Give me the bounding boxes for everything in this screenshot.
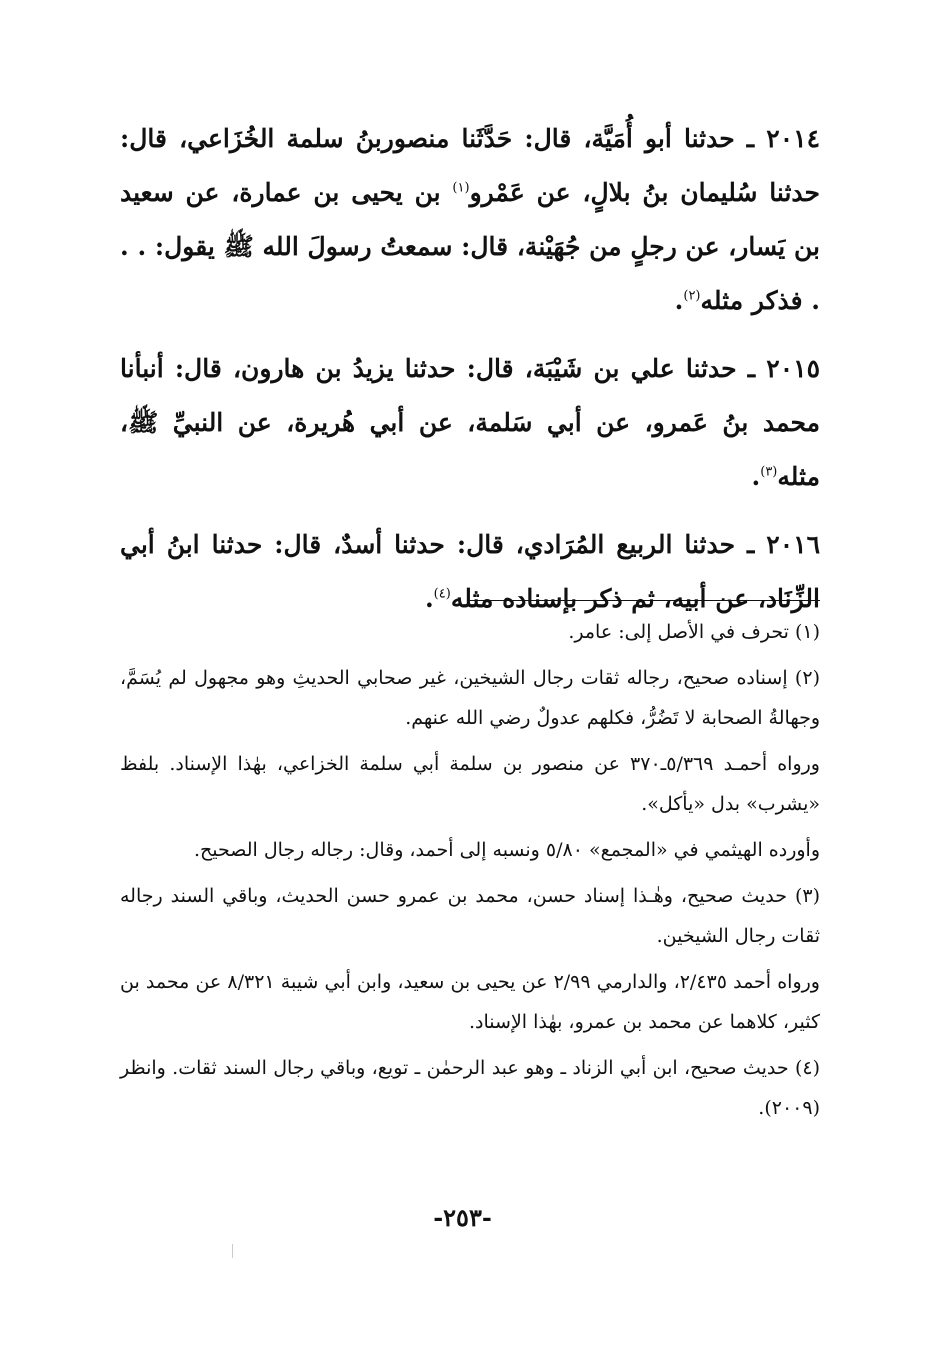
footnote-ref: (٢) bbox=[683, 288, 701, 304]
footnote-1: (١) تحرف في الأصل إلى: عامر. bbox=[568, 621, 820, 643]
footnote-2-continuation: ورواه أحمـد ٥/٣٦٩ـ٣٧٠ عن منصور بن سلمة أبي سلمة الخزاعي، بهٰذا الإسناد. بلفظ «يشرب» بدل «يأكل». bbox=[120, 753, 820, 815]
hadith-text: ـ حدثنا أبو أُمَيَّة، قال: حَدَّثَنا منصوربنُ سلمة الخُزَاعي، قال: حدثنا سُليمان بنُ بلالٍ، عن عَمْرو bbox=[120, 124, 820, 207]
hadith-text-end: . bbox=[751, 462, 761, 491]
hadith-2014 bbox=[120, 112, 820, 328]
hadith-number: ٢٠١٤ bbox=[766, 124, 820, 153]
hadith-text-end: . bbox=[674, 286, 684, 315]
footnote-3-continuation: ورواه أحمد ٢/٤٣٥، والدارمي ٢/٩٩ عن يحيى بن سعيد، وابن أبي شيبة ٨/٣٢١ عن محمد بن كثير، كلاهما عن محمد بن عمرو، بهٰذا الإسناد. bbox=[120, 971, 820, 1033]
footnote-separator bbox=[468, 600, 820, 601]
scan-speck bbox=[232, 1244, 233, 1258]
hadith-text: ـ حدثنا علي بن شَيْبَة، قال: حدثنا يزيدُ بن هارون، قال: أنبأنا محمد بنُ عَمرو، عن أبي سَلمة، عن أبي هُريرة، عن النبيِّ ﷺ، مثله bbox=[120, 354, 820, 491]
footnote-2: (٢) إسناده صحيح، رجاله ثقات رجال الشيخين، غير صحابي الحديثِ وهو مجهول لم يُسَمَّ، وجهالةُ الصحابة لا تَضُرُّ، فكلهم عدولٌ رضي الله عنهم. bbox=[120, 667, 820, 729]
hadith-number: ٢٠١٥ bbox=[766, 354, 820, 383]
footnote-ref: (٣) bbox=[760, 464, 778, 480]
footnote-ref: (١) bbox=[452, 180, 470, 196]
hadith-text: بن يحيى بن عمارة، عن سعيد بن يَسار، عن رجلٍ من جُهَيْنة، قال: سمعتُ رسولَ الله ﷺ يقول: . . . فذكر مثله bbox=[120, 178, 820, 315]
footnote-4: (٤) حديث صحيح، ابن أبي الزناد ـ وهو عبد الرحمٰن ـ تويع، وباقي رجال السند ثقات. وانظر (٢٠٠٩). bbox=[120, 1057, 820, 1119]
hadith-number: ٢٠١٦ bbox=[766, 530, 820, 559]
hadith-text: ـ حدثنا الربيع المُرَادي، قال: حدثنا أسدٌ، قال: حدثنا ابنُ أبي الزِّنَاد، عن أبيه، ثم ذكر بإسناده مثله bbox=[120, 530, 820, 613]
footnote-2-continuation: وأورده الهيثمي في «المجمع» ٥/٨٠ ونسبه إلى أحمد، وقال: رجاله رجال الصحيح. bbox=[193, 839, 820, 861]
page-number: -٢٥٣- bbox=[433, 1203, 492, 1232]
footnote-ref: (٤) bbox=[433, 586, 451, 602]
hadith-2016 bbox=[120, 518, 820, 626]
hadith-2015 bbox=[120, 342, 820, 504]
footnotes bbox=[120, 612, 820, 1134]
footnote-3: (٣) حديث صحيح، وهٰـذا إسناد حسن، محمد بن عمرو حسن الحديث، وباقي السند رجاله ثقات رجال الشيخين. bbox=[120, 885, 820, 947]
hadith-section bbox=[120, 112, 820, 640]
hadith-text-end: . bbox=[424, 584, 434, 613]
